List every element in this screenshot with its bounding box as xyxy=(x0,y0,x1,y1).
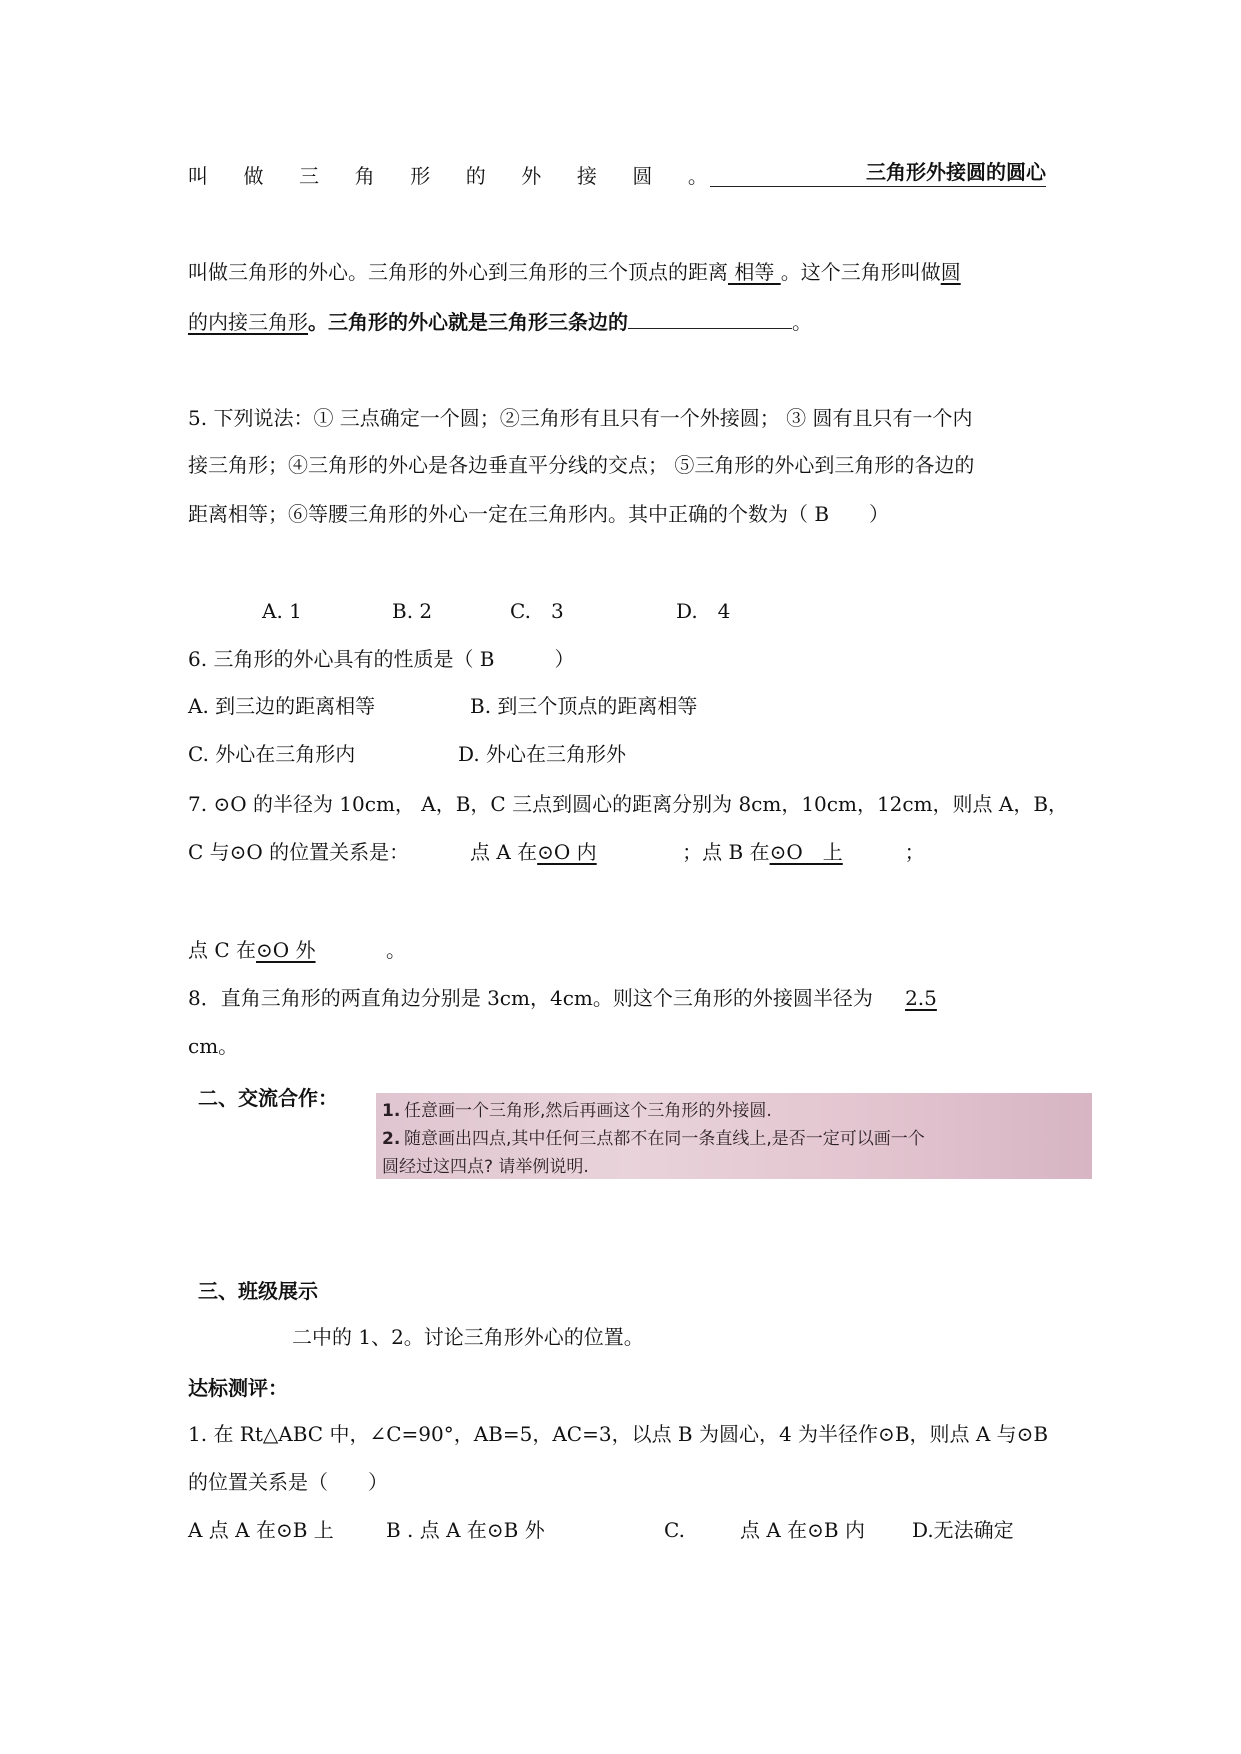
answer-inscribed: 的内接三角形 xyxy=(188,310,308,334)
q6-option-b: B. 到三个顶点的距离相等 xyxy=(470,694,698,718)
q8-line2: cm。 xyxy=(188,1034,239,1058)
section2-textbook-excerpt xyxy=(376,1093,1092,1179)
excerpt-item-2-cont xyxy=(382,1153,1092,1181)
item-number: 1. xyxy=(382,1101,401,1121)
q5-line1: 5. 下列说法：① 三点确定一个圆；②三角形有且只有一个外接圆； ③ 圆有且只有一个内 xyxy=(188,406,973,430)
excerpt-item-2 xyxy=(382,1125,1092,1153)
q5-option-d: D. 4 xyxy=(676,599,731,623)
char: 角 xyxy=(354,164,375,188)
q5-option-b: B. 2 xyxy=(392,599,433,623)
assessment-title: 达标测评： xyxy=(188,1376,288,1400)
q8-line1 xyxy=(188,984,937,1012)
text: ； xyxy=(904,840,925,864)
assessment-option-d: D.无法确定 xyxy=(912,1518,1014,1542)
assessment-option-c-text: 点 A 在⊙B 内 xyxy=(740,1518,865,1542)
section3-text: 二中的 1、2。讨论三角形外心的位置。 xyxy=(292,1325,644,1349)
assessment-option-c: C. xyxy=(664,1518,685,1542)
section2-title: 二、交流合作： xyxy=(198,1086,338,1110)
char: 做 xyxy=(243,164,264,188)
text: 点 C 在 xyxy=(188,938,257,962)
text: 点 A 在 xyxy=(470,840,538,864)
q6-stem: 6. 三角形的外心具有的性质是（ B ） xyxy=(188,647,575,671)
answer: 2.5 xyxy=(905,986,937,1010)
char: 。 xyxy=(687,164,708,188)
item-text: 随意画出四点,其中任何三点都不在同一条直线上,是否一定可以画一个 xyxy=(404,1129,925,1149)
q7-line3 xyxy=(188,936,406,964)
q6-option-c: C. 外心在三角形内 xyxy=(188,742,356,766)
answer-c: ⊙O 外 xyxy=(256,938,316,962)
q5-option-c: C. 3 xyxy=(510,599,564,623)
assessment-q1-line2: 的位置关系是（ ） xyxy=(188,1470,388,1494)
char: 三 xyxy=(299,164,320,188)
char: 形 xyxy=(410,164,431,188)
q5-option-a: A. 1 xyxy=(262,599,302,623)
q5-line3: 距离相等；⑥等腰三角形的外心一定在三角形内。其中正确的个数为（ B ） xyxy=(188,502,890,526)
q5-line2: 接三角形；④三角形的外心是各边垂直平分线的交点； ⑤三角形的外心到三角形的各边的 xyxy=(188,453,975,477)
answer-blank xyxy=(628,306,792,329)
line1-answer-blank xyxy=(710,158,1046,187)
q7-line1: 7. ⊙O 的半径为 10cm， A，B，C 三点到圆心的距离分别为 8cm，10cm，12cm，则点 A，B， xyxy=(188,792,1069,816)
answer-b: ⊙O 上 xyxy=(769,840,843,864)
char: 的 xyxy=(465,164,486,188)
assessment-option-b: B . 点 A 在⊙B 外 xyxy=(386,1518,545,1542)
assessment-q1-line1: 1. 在 Rt△ABC 中，∠C=90°，AB=5，AC=3，以点 B 为圆心，4 为半径作⊙B，则点 A 与⊙B xyxy=(188,1422,1049,1446)
circumcenter-line1 xyxy=(188,258,961,286)
text: 叫做三角形的外心。三角形的外心到三角形的三个顶点的距离 xyxy=(188,260,728,284)
item-text: 任意画一个三角形,然后再画这个三角形的外接圆. xyxy=(404,1101,772,1121)
excerpt-item-1 xyxy=(382,1097,1092,1125)
text: 。这个三角形叫做 xyxy=(780,260,941,284)
circumcenter-line2 xyxy=(188,306,812,336)
char: 外 xyxy=(521,164,542,188)
text: C 与⊙O 的位置关系是： xyxy=(188,840,410,864)
text: 。三角形的外心就是三角形三条边的 xyxy=(308,310,628,334)
answer-circle: 圆 xyxy=(940,260,961,284)
char: 圆 xyxy=(632,164,653,188)
answer-a: ⊙O 内 xyxy=(537,840,597,864)
q6-option-d: D. 外心在三角形外 xyxy=(458,742,627,766)
text: 8．直角三角形的两直角边分别是 3cm，4cm。则这个三角形的外接圆半径为 xyxy=(188,986,873,1010)
item-text: 圆经过这四点? 请举例说明. xyxy=(382,1157,589,1177)
section3-title: 三、班级展示 xyxy=(198,1279,318,1303)
answer-equal: 相等 xyxy=(728,260,781,284)
assessment-option-a: A 点 A 在⊙B 上 xyxy=(188,1518,334,1542)
text: ；点 B 在 xyxy=(682,840,770,864)
q7-line2 xyxy=(188,838,409,866)
text: 。 xyxy=(386,938,407,962)
text: 。 xyxy=(792,310,812,334)
line1-answer: 三角形外接圆的圆心 xyxy=(866,160,1046,184)
char: 叫 xyxy=(188,164,208,188)
line1-spaced-text xyxy=(188,160,708,189)
char: 接 xyxy=(576,164,597,188)
q7-line2-answers xyxy=(470,838,925,866)
q6-option-a: A. 到三边的距离相等 xyxy=(188,694,376,718)
item-number: 2. xyxy=(382,1129,401,1149)
